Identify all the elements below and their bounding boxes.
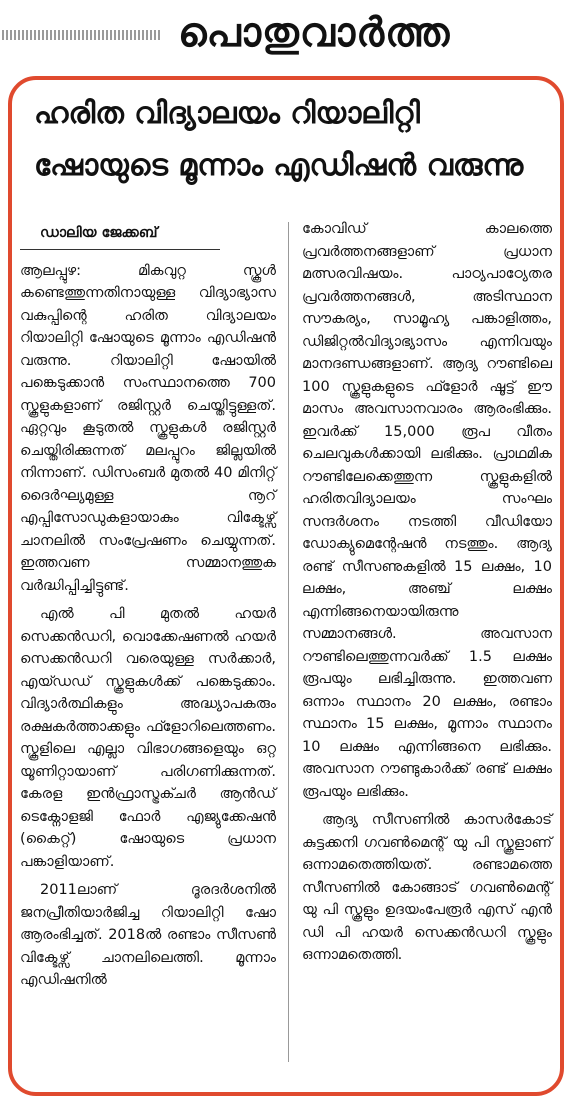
byline-rule	[20, 249, 220, 250]
column-divider	[288, 222, 289, 1062]
headline-line-2: ഷോയുടെ മൂന്നാം എഡിഷൻ വരുന്നു	[34, 148, 524, 183]
article-column-left	[20, 218, 276, 998]
article-headline	[34, 88, 542, 192]
section-masthead	[0, 0, 573, 68]
paragraph: എൽ പി മുതൽ ഹയർ സെക്കൻഡറി, വൊക്കേഷണൽ ഹയർ സെക്കൻഡറി വരെയുള്ള സർക്കാർ, എയ്ഡഡ് സ്കൂളുകൾക്ക് പങ്കെടുക്കാം. വിദ്യാർത്ഥികളും അദ്ധ്യാപകരും രക്ഷകർത്താക്കളും ഫ്ളോറിലെത്തണം. സ്കൂളിലെ എല്ലാ വിഭാഗങ്ങളെയും ഒറ്റ യൂണിറ്റായാണ് പരിഗണിക്കുന്നത്. കേരള ഇൻഫ്രാസ്ട്രക്ചർ ആൻഡ് ടെക്നോളജി ഫോർ എജ്യുക്കേഷൻ (കൈറ്റ്) ഷോയുടെ പ്രധാന പങ്കാളിയാണ്.	[20, 606, 276, 870]
paragraph: കോവിഡ് കാലത്തെ പ്രവർത്തനങ്ങളാണ് പ്രധാന മത്സരവിഷയം. പാഠ്യപാഠ്യേതര പ്രവർത്തനങ്ങൾ, അടിസ്ഥാന സൗകര്യം, സാമൂഹ്യ പങ്കാളിത്തം, ഡിജിറ്റൽവിദ്യാഭ്യാസം എന്നിവയും മാനദണ്ഡങ്ങളാണ്. ആദ്യ റൗണ്ടിലെ 100 സ്കൂളുകളുടെ ഫ്ളോർ ഷൂട്ട് ഈ മാസം അവസാനവാരം ആരംഭിക്കും. ഇവർക്ക് 15,000 രൂപ വീതം ചെലവുകൾക്കായി ലഭിക്കും. പ്രാഥമിക റൗണ്ടിലേക്കെത്തുന്ന സ്കൂളുകളിൽ ഹരിതവിദ്യാലയം സംഘം സന്ദർശനം നടത്തി വീഡിയോ ഡോക്യുമെന്റേഷൻ നടത്തും. ആദ്യ രണ്ട് സീസണുകളിൽ 15 ലക്ഷം, 10 ലക്ഷം, അഞ്ച് ലക്ഷം എന്നിങ്ങനെയായിരുന്നു സമ്മാനങ്ങൾ. അവസാന റൗണ്ടിലെത്തുന്നവർക്ക് 1.5 ലക്ഷം രൂപയും ലഭിച്ചിരുന്നു. ഇത്തവണ ഒന്നാം സ്ഥാനം 20 ലക്ഷം, രണ്ടാം സ്ഥാനം 15 ലക്ഷം, മൂന്നാം സ്ഥാനം 10 ലക്ഷം എന്നിങ്ങനെ ലഭിക്കും. അവസാന റൗണ്ടുകാർക്ക് രണ്ട് ലക്ഷം രൂപയും ലഭിക്കും.	[302, 221, 552, 800]
paragraph: ആലപ്പുഴ: മികവുറ്റ സ്കൂൾ കണ്ടെത്തുന്നതിനായുള്ള വിദ്യാഭ്യാസ വകുപ്പിന്റെ ഹരിത വിദ്യാലയം റിയാലിറ്റി ഷോയുടെ മൂന്നാം എഡിഷൻ വരുന്നു. റിയാലിറ്റി ഷോയിൽ പങ്കെടുക്കാൻ സംസ്ഥാനത്തെ 700 സ്കൂളുകളാണ് രജിസ്റ്റർ ചെയ്തിട്ടുള്ളത്. ഏറ്റവും കൂടുതൽ സ്കൂളുകൾ രജിസ്റ്റർ ചെയ്തിരിക്കുന്നത് മലപ്പുറം ജില്ലയിൽ നിന്നാണ്. ഡിസംബർ മുതൽ 40 മിനിറ്റ് ദൈർഘ്യമുള്ള നൂറ് എപ്പിസോഡുകളായാകും വിക്ടേഴ്സ് ചാനലിൽ സംപ്രേഷണം ചെയ്യുന്നത്. ഇത്തവണ സമ്മാനത്തുക വർദ്ധിപ്പിച്ചിട്ടുണ്ട്.	[20, 262, 276, 594]
masthead-dotted-rule	[2, 30, 162, 40]
headline-line-1: ഹരിത വിദ്യാലയം റിയാലിറ്റി	[34, 96, 420, 131]
section-title: പൊതുവാർത്ത	[178, 10, 451, 56]
byline: ഡാലിയ ജേക്കബ്	[40, 225, 158, 241]
article-frame	[8, 76, 564, 1096]
article-column-right	[302, 218, 552, 973]
paragraph: ആദ്യ സീസണിൽ കാസർകോട് കുട്ടക്കനി ഗവൺമെന്റ് യു പി സ്കൂളാണ് ഒന്നാമതെത്തിയത്. രണ്ടാമത്തെ സീസണിൽ കോങ്ങാട് ഗവൺമെന്റ് യു പി സ്കൂളും ഉദയംപേരൂർ എസ് എൻ ഡി പി ഹയർ സെക്കൻഡറി സ്കൂളും ഒന്നാമതെത്തി.	[302, 812, 552, 963]
paragraph: 2011ലാണ് ദൂരദർശനിൽ ജനപ്രീതിയാർജിച്ച റിയാലിറ്റി ഷോ ആരംഭിച്ചത്. 2018ൽ രണ്ടാം സീസൺ വിക്ടേഴ്സ് ചാനലിലെത്തി. മൂന്നാം എഡിഷനിൽ	[20, 882, 276, 988]
